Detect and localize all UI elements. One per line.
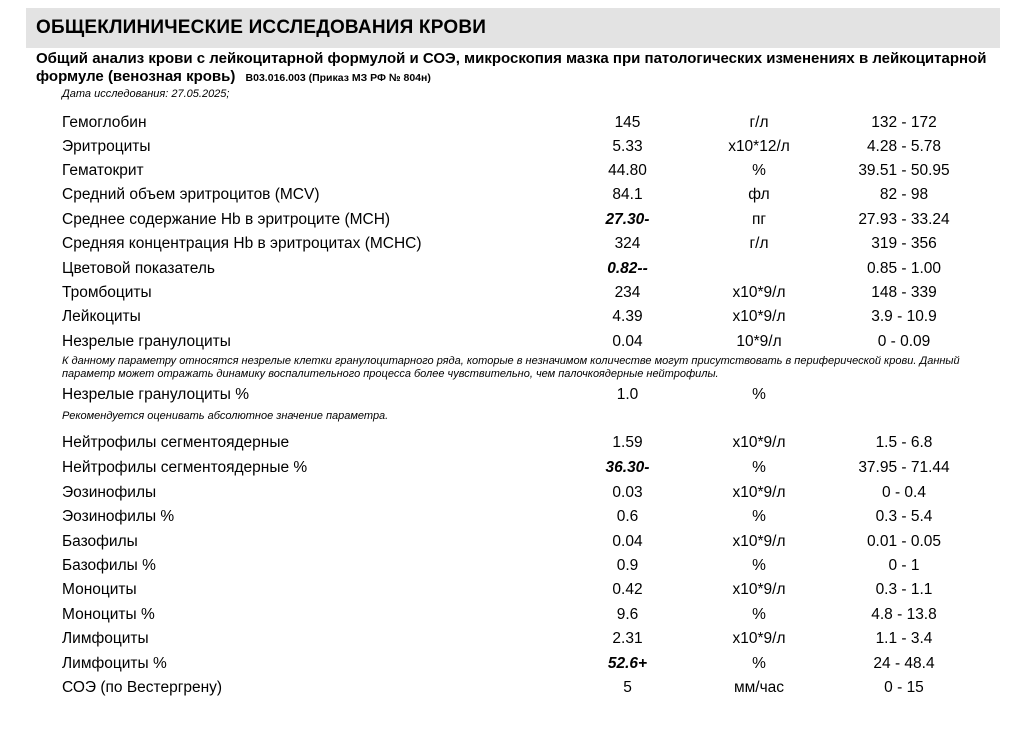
- row-reference: 0.3 - 5.4: [875, 508, 933, 525]
- table-row: [0, 677, 1026, 699]
- row-unit: x10*9/л: [732, 484, 786, 501]
- row-value: 4.39: [612, 308, 643, 325]
- row-value: 0.04: [612, 333, 643, 350]
- row-value: 0.9: [616, 557, 639, 574]
- row-reference: 132 - 172: [871, 114, 937, 131]
- row-reference: 4.28 - 5.78: [866, 138, 942, 155]
- row-unit: %: [752, 162, 766, 179]
- row-name: Базофилы: [62, 533, 138, 550]
- table-row: [0, 555, 1026, 577]
- table-row: [0, 184, 1026, 206]
- row-unit: 10*9/л: [736, 333, 782, 350]
- row-name: Цветовой показатель: [62, 260, 215, 277]
- row-name: Средний объем эритроцитов (MCV): [62, 186, 320, 203]
- row-unit: %: [752, 459, 766, 476]
- row-unit: x10*9/л: [732, 434, 786, 451]
- table-row: [0, 531, 1026, 553]
- row-unit: %: [752, 655, 766, 672]
- table-row: [0, 331, 1026, 353]
- row-value: 5.33: [612, 138, 643, 155]
- row-unit: %: [752, 557, 766, 574]
- row-unit: г/л: [749, 114, 769, 131]
- row-name: Средняя концентрация Hb в эритроцитах (MCHC): [62, 235, 422, 252]
- row-value: 234: [614, 284, 641, 301]
- row-value: 324: [614, 235, 641, 252]
- row-reference: 148 - 339: [871, 284, 937, 301]
- table-row: [0, 628, 1026, 650]
- row-name: Тромбоциты: [62, 284, 152, 301]
- row-value: 2.31: [612, 630, 643, 647]
- row-unit: x10*9/л: [732, 308, 786, 325]
- table-row: [0, 653, 1026, 675]
- row-name: Гематокрит: [62, 162, 144, 179]
- table-row: [0, 506, 1026, 528]
- row-unit: г/л: [749, 235, 769, 252]
- study-date: Дата исследования: 27.05.2025;: [62, 88, 230, 100]
- section-title: ОБЩЕКЛИНИЧЕСКИЕ ИССЛЕДОВАНИЯ КРОВИ: [36, 17, 487, 38]
- row-reference: 1.5 - 6.8: [875, 434, 933, 451]
- row-reference: 82 - 98: [879, 186, 929, 203]
- section-header: [26, 8, 1000, 48]
- row-reference: 0.3 - 1.1: [875, 581, 933, 598]
- row-value: 9.6: [616, 606, 639, 623]
- table-row: [0, 282, 1026, 304]
- row-reference: 24 - 48.4: [873, 655, 935, 672]
- table-row: [0, 306, 1026, 328]
- row-name: Моноциты %: [62, 606, 155, 623]
- row-name: Нейтрофилы сегментоядерные: [62, 434, 290, 451]
- row-reference: 0 - 0.4: [882, 484, 926, 501]
- row-unit: %: [752, 508, 766, 525]
- table-row: [0, 604, 1026, 626]
- row-name: СОЭ (по Вестергрену): [62, 679, 223, 696]
- row-name: Среднее содержание Hb в эритроците (MCH): [62, 211, 391, 228]
- row-reference: 27.93 - 33.24: [858, 211, 950, 228]
- test-code: B03.016.003 (Приказ МЗ РФ № 804н): [245, 72, 431, 84]
- row-reference: 319 - 356: [871, 235, 937, 252]
- table-row: [0, 160, 1026, 182]
- row-value: 1.59: [612, 434, 643, 451]
- row-reference: 0 - 0.09: [877, 333, 931, 350]
- row-value: 5: [623, 679, 632, 696]
- row-value: 0.42: [612, 581, 643, 598]
- table-row: [0, 112, 1026, 134]
- row-unit: пг: [751, 211, 767, 228]
- row-unit: x10*9/л: [732, 533, 786, 550]
- row-value: 0.04: [612, 533, 643, 550]
- row-reference: 0.85 - 1.00: [866, 260, 942, 277]
- row-unit: x10*12/л: [728, 138, 790, 155]
- row-name: Лимфоциты %: [62, 655, 167, 672]
- row-unit: %: [752, 386, 766, 403]
- row-value: 36.30-: [605, 459, 650, 476]
- row-unit: x10*9/л: [732, 581, 786, 598]
- row-name: Эозинофилы %: [62, 508, 175, 525]
- table-row: [0, 482, 1026, 504]
- row-name: Незрелые гранулоциты %: [62, 386, 249, 403]
- row-name: Гемоглобин: [62, 114, 147, 131]
- table-row: [0, 432, 1026, 454]
- row-reference: 1.1 - 3.4: [875, 630, 933, 647]
- test-title-block: [36, 50, 1001, 87]
- row-name: Незрелые гранулоциты: [62, 333, 231, 350]
- row-value: 145: [614, 114, 641, 131]
- row-unit: фл: [748, 186, 770, 203]
- table-row: [0, 136, 1026, 158]
- row-unit: мм/час: [733, 679, 785, 696]
- row-reference: 4.8 - 13.8: [871, 606, 937, 623]
- row-reference: 0.01 - 0.05: [866, 533, 942, 550]
- row-reference: 3.9 - 10.9: [871, 308, 937, 325]
- row-name: Базофилы %: [62, 557, 156, 574]
- row-reference: 37.95 - 71.44: [858, 459, 950, 476]
- table-row: [0, 258, 1026, 280]
- table-row: [0, 384, 1026, 406]
- row-value: 0.82--: [607, 260, 648, 277]
- row-reference: 39.51 - 50.95: [858, 162, 950, 179]
- row-value: 0.6: [616, 508, 639, 525]
- row-reference: 0 - 1: [888, 557, 920, 574]
- table-row: [0, 233, 1026, 255]
- row-name: Лейкоциты: [62, 308, 141, 325]
- row-name: Моноциты: [62, 581, 137, 598]
- row-name: Эозинофилы: [62, 484, 157, 501]
- note-absolute-value: Рекомендуется оценивать абсолютное значение параметра.: [62, 410, 389, 422]
- row-name: Эритроциты: [62, 138, 151, 155]
- row-value: 44.80: [608, 162, 647, 179]
- row-value: 0.03: [612, 484, 643, 501]
- row-unit: %: [752, 606, 766, 623]
- row-unit: x10*9/л: [732, 284, 786, 301]
- row-value: 1.0: [616, 386, 639, 403]
- row-name: Нейтрофилы сегментоядерные %: [62, 459, 308, 476]
- note-immature-granulocytes: К данному параметру относятся незрелые клетки гранулоцитарного ряда, которые в незначимом количестве могут присутствовать в периферической крови. Данный параметр может отражать динамику воспалительного процесса более чувствительно, чем палочкоядерные нейтрофилы.: [62, 355, 960, 380]
- table-row: [0, 579, 1026, 601]
- row-value: 52.6+: [607, 655, 648, 672]
- table-row: [0, 209, 1026, 231]
- row-reference: 0 - 15: [884, 679, 924, 696]
- row-unit: x10*9/л: [732, 630, 786, 647]
- row-value: 84.1: [612, 186, 643, 203]
- row-name: Лимфоциты: [62, 630, 149, 647]
- row-value: 27.30-: [605, 211, 650, 228]
- test-title: Общий анализ крови с лейкоцитарной формулой и СОЭ, микроскопия мазка при патологических изменениях в лейкоцитарной формуле (венозная кровь): [36, 50, 987, 85]
- table-row: [0, 457, 1026, 479]
